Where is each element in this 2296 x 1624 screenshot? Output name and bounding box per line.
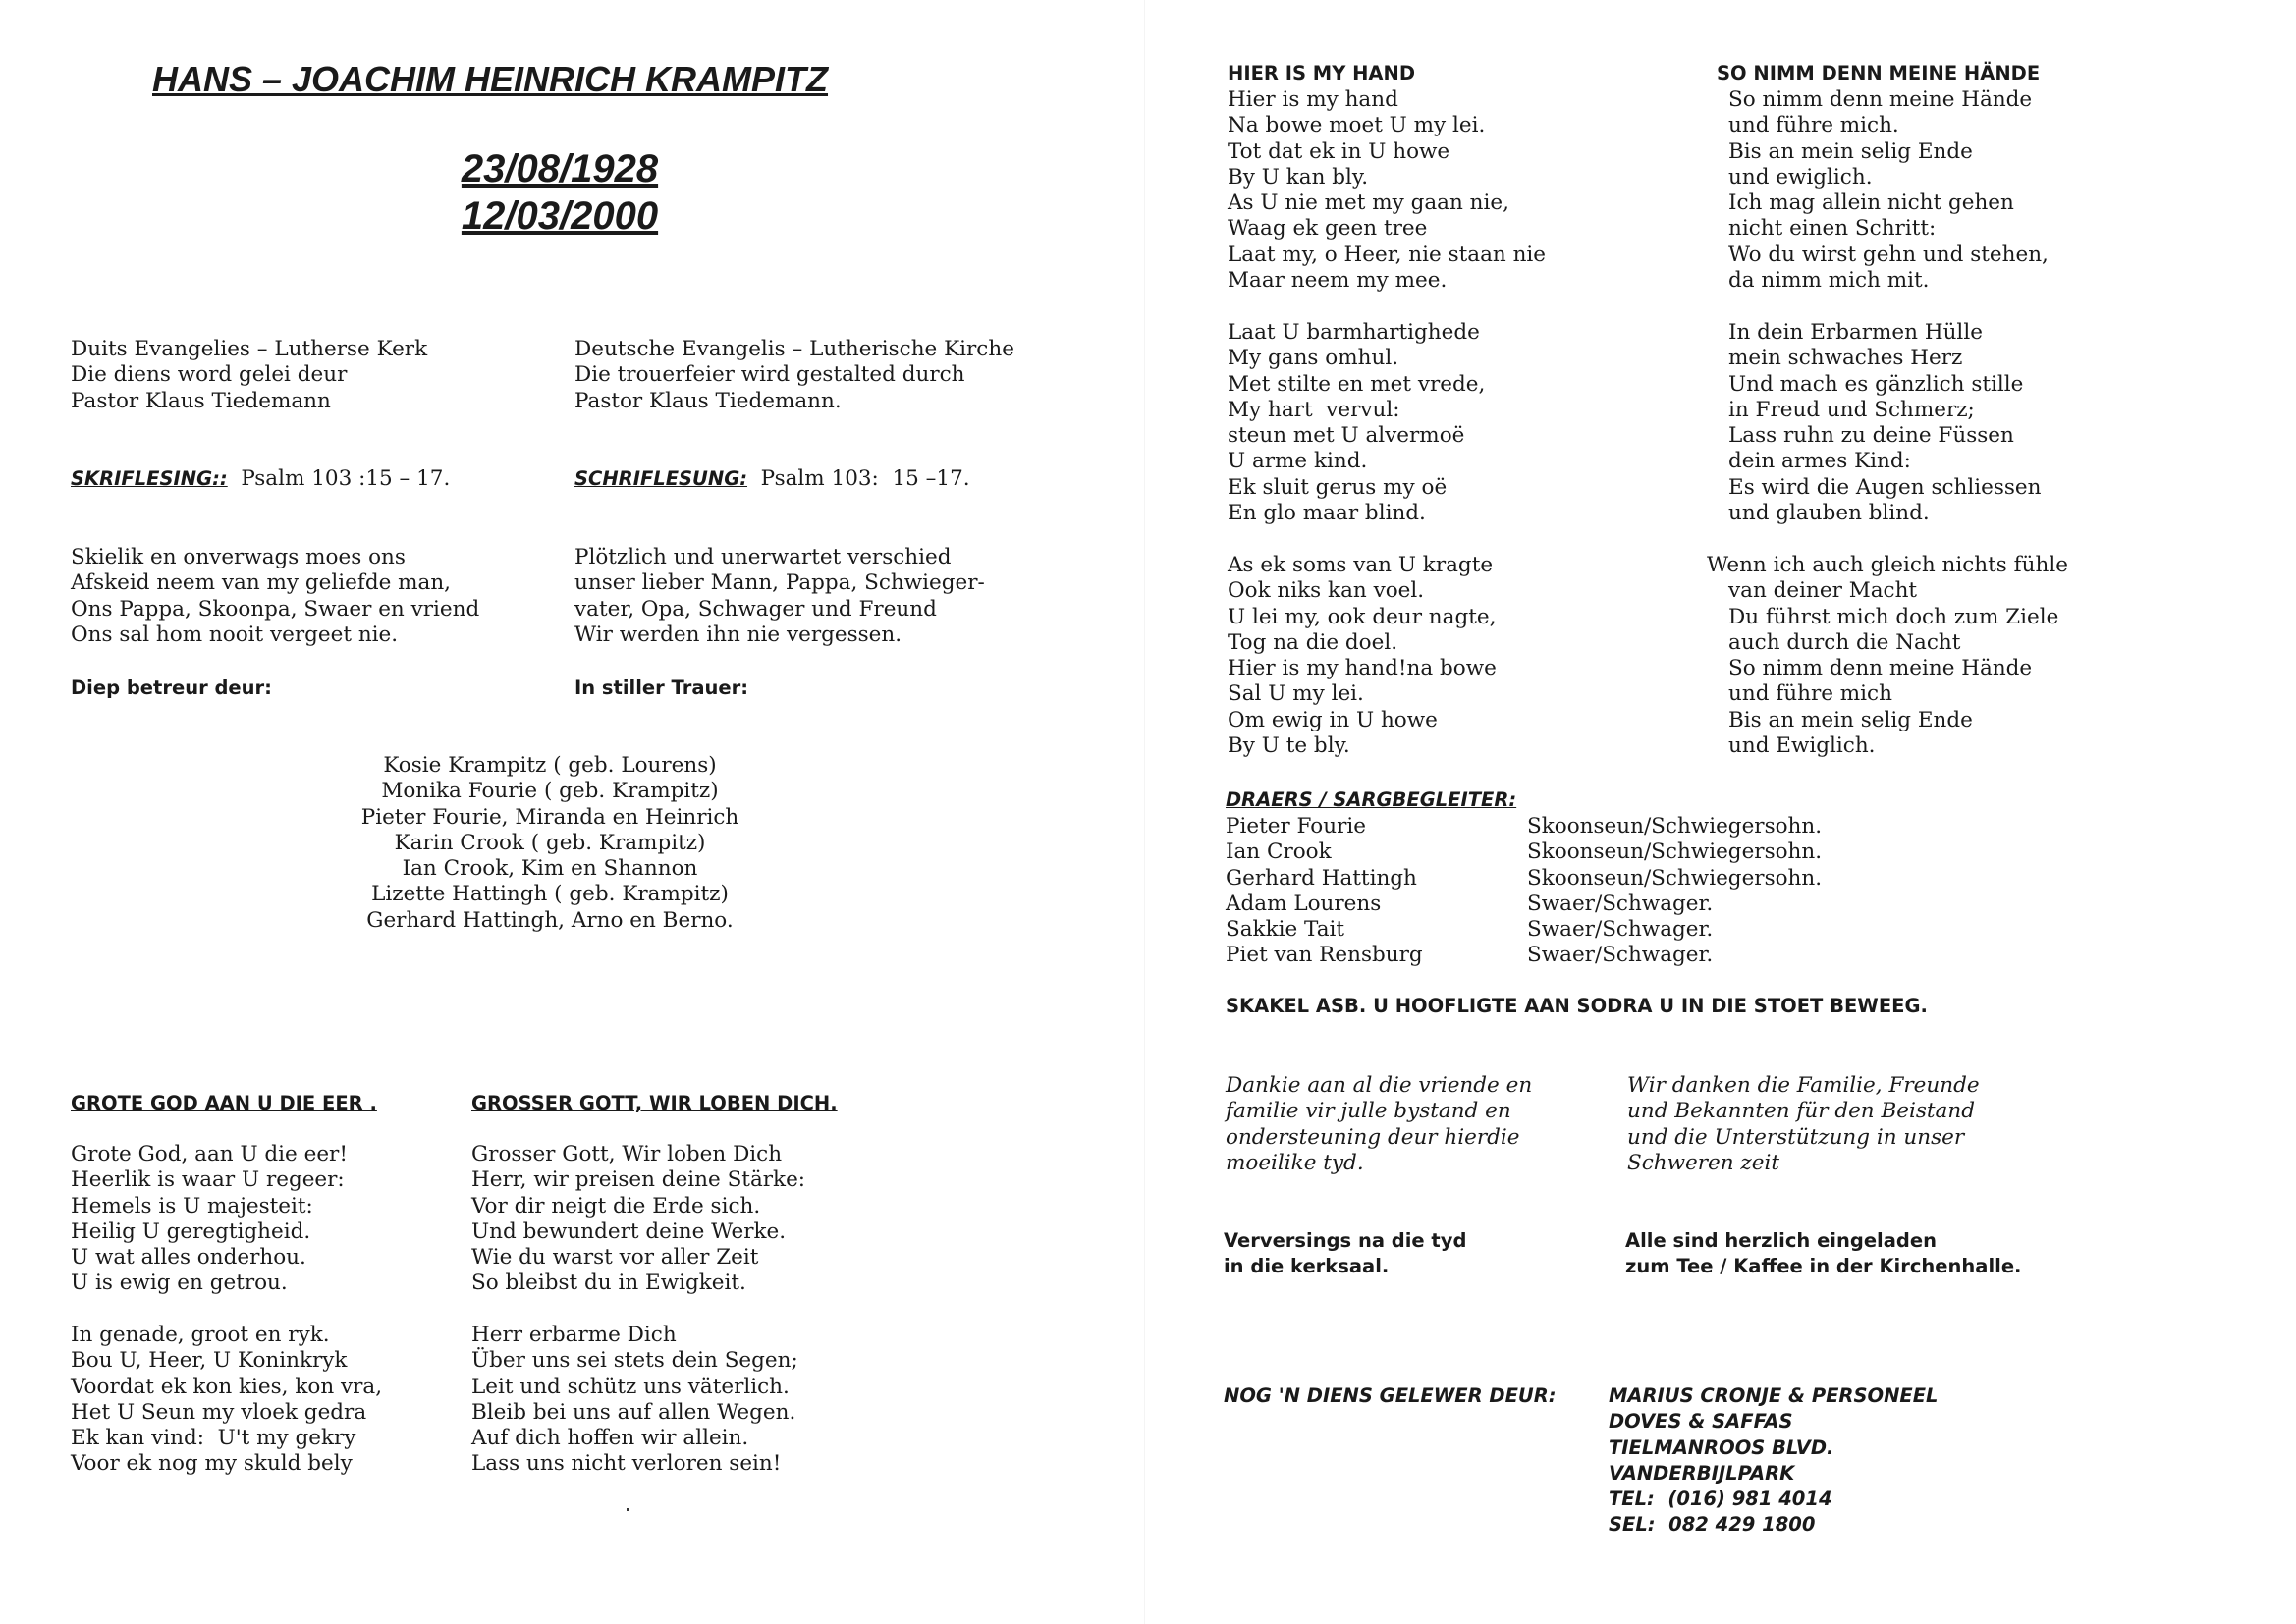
pallbearer-relation: Skoonseun/Schwiegersohn. — [1527, 865, 1823, 891]
verse-line: In genade, groot en ryk. — [71, 1323, 330, 1347]
verse-line: Grosser Gott, Wir loben Dich — [471, 1142, 783, 1166]
verse-line: Über uns sei stets dein Segen; — [471, 1348, 798, 1374]
verse-line: Voor ek nog my skuld bely — [71, 1451, 353, 1477]
text-line: Die trouerfeier wird gestalted durch — [574, 362, 965, 388]
hymn-title-af: GROTE GOD AAN U DIE EER . — [71, 1092, 377, 1114]
text-line: familie vir julle bystand en — [1226, 1099, 1511, 1124]
verse-line: Hier is my hand!na bowe — [1228, 656, 1497, 681]
verse-line: My gans omhul. — [1228, 346, 1399, 371]
scripture-label: SKRIFLESING:: — [71, 467, 228, 490]
mourned-by-de: In stiller Trauer: — [574, 677, 748, 699]
death-notice-de — [574, 545, 985, 648]
verse-line: Bis an mein selig Ende — [1728, 138, 1973, 164]
text-line: Wir danken die Familie, Freunde — [1627, 1073, 1980, 1098]
hymn-verse-de-2 — [1728, 320, 2042, 526]
death-date: 12/03/2000 — [461, 194, 659, 238]
pallbearer-name: Adam Lourens — [1226, 891, 1382, 916]
pallbearer-name: Sakkie Tait — [1226, 917, 1345, 943]
hymn-verse-de-3 — [1707, 553, 2068, 759]
pallbearer-relation: Swaer/Schwager. — [1527, 943, 1714, 968]
text-line: Duits Evangelies – Lutherse Kerk — [71, 337, 428, 361]
verse-line: Hier is my hand — [1228, 87, 1398, 112]
hymn-title-af: HIER IS MY HAND — [1228, 62, 1416, 84]
verse-line: Heilig U geregtigheid. — [71, 1218, 311, 1244]
pallbearer-relation: Swaer/Schwager. — [1527, 917, 1714, 943]
hymn-verse-af-1 — [1228, 87, 1546, 294]
text-line: DOVES & SAFFAS — [1609, 1410, 1793, 1434]
text-line: ondersteuning deur hierdie — [1226, 1124, 1520, 1150]
text-line: zum Tee / Kaffee in der Kirchenhalle. — [1625, 1255, 2022, 1278]
verse-line: Tog na die doel. — [1228, 629, 1398, 655]
death-notice-af — [71, 545, 479, 648]
verse-line: da nimm mich mit. — [1728, 268, 1930, 294]
hymn-verse-de-1 — [1728, 87, 2049, 294]
family-list — [275, 753, 825, 934]
family-member: Gerhard Hattingh, Arno en Berno. — [366, 907, 734, 933]
verse-line: Leit und schütz uns väterlich. — [471, 1374, 790, 1399]
scripture-reference: Psalm 103 :15 – 17. — [227, 466, 451, 491]
verse-line: auch durch die Nacht — [1728, 629, 1961, 655]
pallbearer-names — [1226, 814, 1423, 969]
text-line: vater, Opa, Schwager und Freund — [574, 596, 937, 622]
verse-line: U arme kind. — [1228, 449, 1368, 474]
verse-line: Maar neem my mee. — [1228, 268, 1448, 294]
verse-line: En glo maar blind. — [1228, 501, 1426, 526]
verse-line: So bleibst du in Ewigkeit. — [471, 1271, 746, 1296]
hymn-title-de: GROSSER GOTT, WIR LOBEN DICH. — [471, 1092, 838, 1114]
deceased-name: HANS – JOACHIM HEINRICH KRAMPITZ — [152, 59, 829, 99]
undertaker-details — [1609, 1383, 1938, 1539]
verse-line: Sal U my lei. — [1228, 681, 1364, 707]
verse-line: Laat U barmhartighede — [1228, 320, 1480, 345]
verse-line: Ich mag allein nicht gehen — [1728, 190, 2014, 216]
undertaker-label: NOG 'N DIENS GELEWER DEUR: — [1224, 1384, 1557, 1407]
mourned-by-af: Diep betreur deur: — [71, 677, 272, 699]
text-line: Alle sind herzlich eingeladen — [1625, 1229, 1937, 1252]
pallbearer-name: Gerhard Hattingh — [1226, 865, 1417, 891]
text-line: MARIUS CRONJE & PERSONEEL — [1609, 1384, 1939, 1407]
text-line: Wir werden ihn nie vergessen. — [574, 622, 902, 647]
print-speck — [627, 1508, 629, 1511]
page-fold — [1144, 0, 1145, 1624]
verse-line: und ewiglich. — [1728, 164, 1873, 189]
text-line: in die kerksaal. — [1224, 1255, 1390, 1278]
verse-line: By U kan bly. — [1228, 164, 1369, 189]
refreshments-af — [1224, 1228, 1466, 1280]
hymn-verse-af-2 — [71, 1323, 382, 1478]
verse-line: Es wird die Augen schliessen — [1728, 474, 2042, 500]
verse-line: Wie du warst vor aller Zeit — [471, 1245, 759, 1271]
hymn-verse-af-2 — [1228, 320, 1485, 526]
verse-line: in Freud und Schmerz; — [1728, 397, 1975, 422]
family-member: Karin Crook ( geb. Krampitz) — [394, 830, 706, 855]
text-line: TIELMANROOS BLVD. — [1609, 1435, 1834, 1459]
verse-line: My hart vervul: — [1228, 397, 1400, 422]
verse-line: steun met U alvermoë — [1228, 423, 1465, 449]
pallbearer-relation: Swaer/Schwager. — [1527, 891, 1714, 916]
hymn-verse-de-1 — [471, 1142, 805, 1297]
verse-line: dein armes Kind: — [1728, 449, 1911, 474]
verse-line: Voordat ek kon kies, kon vra, — [71, 1374, 383, 1399]
family-member: Kosie Krampitz ( geb. Lourens) — [383, 753, 717, 778]
text-line: Ons Pappa, Skoonpa, Swaer en vriend — [71, 596, 480, 622]
verse-line: Herr erbarme Dich — [471, 1323, 677, 1347]
verse-line: U lei my, ook deur nagte, — [1228, 604, 1497, 629]
verse-line: Ek kan vind: U't my gekry — [71, 1426, 356, 1451]
text-line: Pastor Klaus Tiedemann — [71, 388, 331, 413]
hymn-verse-af-1 — [71, 1142, 348, 1297]
hymn-verse-de-2 — [471, 1323, 798, 1478]
verse-line: und Ewiglich. — [1728, 733, 1876, 759]
verse-line: Du führst mich doch zum Ziele — [1728, 604, 2059, 629]
verse-line: Tot dat ek in U howe — [1228, 138, 1450, 164]
verse-line: Bleib bei uns auf allen Wegen. — [471, 1399, 796, 1425]
service-info-de — [574, 337, 1014, 414]
verse-line: Heerlik is waar U regeer: — [71, 1167, 345, 1193]
refreshments-de — [1625, 1228, 2021, 1280]
family-member: Lizette Hattingh ( geb. Krampitz) — [371, 882, 729, 907]
verse-line: As U nie met my gaan nie, — [1228, 190, 1509, 216]
verse-line: und führe mich. — [1728, 113, 1899, 138]
text-line: unser lieber Mann, Pappa, Schwieger- — [574, 570, 985, 596]
verse-line: So nimm denn meine Hände — [1728, 656, 2033, 681]
scripture-reading-af — [71, 466, 450, 492]
text-line: Pastor Klaus Tiedemann. — [574, 388, 842, 413]
verse-line: mein schwaches Herz — [1728, 346, 1963, 371]
undertaker-phone: TEL: (016) 981 4014 — [1609, 1488, 1832, 1511]
pallbearer-relation: Skoonseun/Schwiegersohn. — [1527, 839, 1823, 865]
verse-line: Na bowe moet U my lei. — [1228, 113, 1486, 138]
verse-line: So nimm denn meine Hände — [1728, 87, 2033, 112]
verse-line: Wo du wirst gehn und stehen, — [1728, 242, 2049, 267]
verse-line: Waag ek geen tree — [1228, 216, 1428, 242]
text-line: Dankie aan al die vriende en — [1226, 1073, 1533, 1098]
thanks-af — [1226, 1073, 1532, 1176]
family-member: Monika Fourie ( geb. Krampitz) — [381, 779, 719, 804]
verse-line: Om ewig in U howe — [1228, 707, 1438, 732]
birth-date: 23/08/1928 — [461, 147, 659, 190]
text-line: Plötzlich und unerwartet verschied — [574, 545, 952, 569]
verse-line: By U te bly. — [1228, 733, 1350, 759]
undertaker-cell: SEL: 082 429 1800 — [1609, 1513, 1816, 1537]
scripture-label: SCHRIFLESUNG: — [574, 467, 748, 490]
headlights-notice: SKAKEL ASB. U HOOFLIGTE AAN SODRA U IN DIE STOET BEWEEG. — [1226, 995, 1928, 1017]
pallbearer-relations — [1527, 814, 1822, 969]
text-line: Ons sal hom nooit vergeet nie. — [71, 622, 399, 647]
verse-line: Grote God, aan U die eer! — [71, 1142, 348, 1166]
verse-line: nicht einen Schritt: — [1728, 216, 1937, 242]
verse-line: Bis an mein selig Ende — [1728, 707, 1973, 732]
verse-line: Wenn ich auch gleich nichts fühle — [1707, 553, 2068, 577]
verse-line: van deiner Macht — [1728, 578, 1918, 604]
verse-line: Auf dich hoffen wir allein. — [471, 1426, 749, 1451]
scripture-reading-de — [574, 466, 970, 492]
verse-line: Met stilte en met vrede, — [1228, 371, 1486, 397]
text-line: moeilike tyd. — [1226, 1150, 1364, 1175]
text-line: und die Unterstützung in unser — [1627, 1124, 1965, 1150]
text-line: Verversings na die tyd — [1224, 1229, 1467, 1252]
pallbearers-title: DRAERS / SARGBEGLEITER: — [1226, 788, 1517, 811]
service-info-af — [71, 337, 427, 414]
pallbearer-relation: Skoonseun/Schwiegersohn. — [1527, 814, 1823, 839]
scripture-reference: Psalm 103: 15 –17. — [747, 466, 970, 491]
verse-line: Herr, wir preisen deine Stärke: — [471, 1167, 806, 1193]
verse-line: Vor dir neigt die Erde sich. — [471, 1193, 761, 1218]
verse-line: Hemels is U majesteit: — [71, 1193, 313, 1218]
verse-line: Ook niks kan voel. — [1228, 578, 1425, 604]
text-line: Die diens word gelei deur — [71, 362, 348, 388]
verse-line: U is ewig en getrou. — [71, 1271, 288, 1296]
verse-line: U wat alles onderhou. — [71, 1245, 306, 1271]
family-member: Ian Crook, Kim en Shannon — [402, 856, 698, 882]
pallbearer-name: Piet van Rensburg — [1226, 943, 1423, 968]
text-line: Schweren zeit — [1627, 1150, 1779, 1175]
thanks-de — [1627, 1073, 1980, 1176]
hymn-title-de: SO NIMM DENN MEINE HÄNDE — [1717, 62, 2041, 84]
text-line: und Bekannten für den Beistand — [1627, 1099, 1975, 1124]
verse-line: Lass uns nicht verloren sein! — [471, 1451, 782, 1477]
date-block — [412, 145, 707, 240]
pallbearer-name: Pieter Fourie — [1226, 814, 1366, 839]
verse-line: Lass ruhn zu deine Füssen — [1728, 423, 2014, 449]
verse-line: Ek sluit gerus my oë — [1228, 474, 1448, 500]
text-line: Deutsche Evangelis – Lutherische Kirche — [574, 337, 1014, 361]
verse-line: und führe mich — [1728, 681, 1892, 707]
verse-line: As ek soms van U kragte — [1228, 553, 1494, 577]
verse-line: In dein Erbarmen Hülle — [1728, 320, 1983, 345]
verse-line: Bou U, Heer, U Koninkryk — [71, 1348, 348, 1374]
pallbearer-name: Ian Crook — [1226, 839, 1332, 865]
text-line: Skielik en onverwags moes ons — [71, 545, 406, 569]
family-member: Pieter Fourie, Miranda en Heinrich — [360, 804, 739, 830]
text-line: Afskeid neem van my geliefde man, — [71, 570, 452, 596]
verse-line: Und bewundert deine Werke. — [471, 1218, 787, 1244]
hymn-verse-af-3 — [1228, 553, 1497, 759]
verse-line: Und mach es gänzlich stille — [1728, 371, 2024, 397]
verse-line: und glauben blind. — [1728, 501, 1930, 526]
verse-line: Laat my, o Heer, nie staan nie — [1228, 242, 1547, 267]
verse-line: Het U Seun my vloek gedra — [71, 1399, 367, 1425]
text-line: VANDERBIJLPARK — [1609, 1461, 1795, 1485]
